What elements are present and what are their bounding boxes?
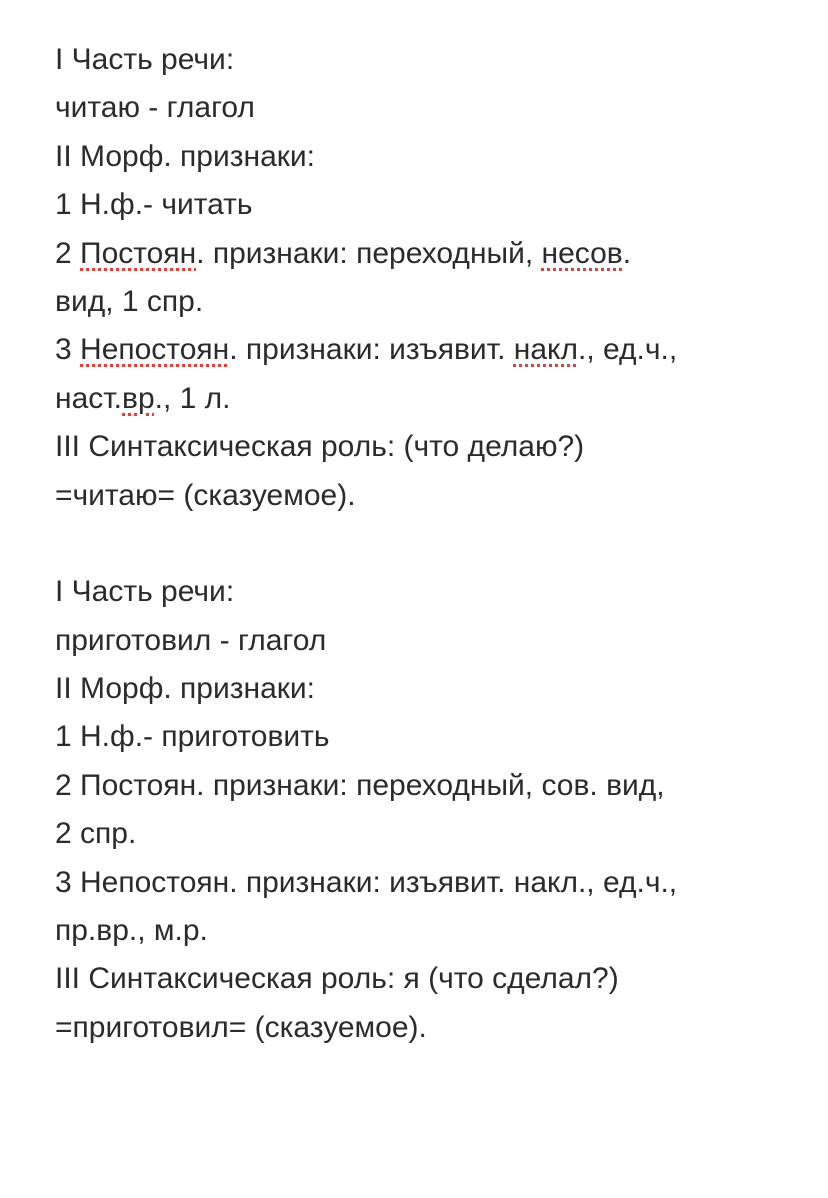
text-line — [55, 230, 795, 278]
text-fragment: ., ед.ч., — [577, 333, 678, 367]
text-line: 3 Непостоян. признаки: изъявит. накл., ед.ч., — [55, 865, 678, 899]
text-line: II Морф. признаки: — [55, 139, 315, 173]
text-line — [55, 375, 795, 423]
text-fragment: . — [622, 236, 632, 270]
text-line: I Часть речи: — [55, 575, 235, 609]
text-line: приготовил - глагол — [55, 623, 327, 657]
text-fragment: . признаки: изъявит. — [229, 333, 514, 367]
misspelled-word[interactable]: накл — [513, 333, 578, 367]
text-line: 1 Н.ф.- читать — [55, 188, 253, 222]
misspelled-word[interactable]: Постоян — [80, 236, 197, 270]
text-fragment: . признаки: переходный, — [196, 236, 542, 270]
text-line: пр.вр., м.р. — [55, 914, 208, 948]
text-line: 2 Постоян. признаки: переходный, сов. вид, — [55, 768, 665, 802]
text-line: I Часть речи: — [55, 43, 235, 76]
note-body[interactable] — [55, 36, 795, 1052]
text-line: =приготовил= (сказуемое). — [55, 1010, 427, 1044]
text-line: вид, 1 спр. — [55, 284, 204, 318]
text-line — [55, 326, 795, 374]
text-fragment: 2 — [55, 236, 81, 270]
text-line: 1 Н.ф.- приготовить — [55, 720, 330, 754]
text-line: III Синтаксическая роль: (что делаю?) — [55, 430, 585, 464]
misspelled-word[interactable]: несов — [541, 236, 623, 270]
blank-line — [55, 520, 795, 568]
text-line: III Синтаксическая роль: я (что сделал?) — [55, 962, 619, 996]
text-fragment: ., 1 л. — [154, 381, 231, 415]
text-line: читаю - глагол — [55, 91, 255, 125]
misspelled-word[interactable]: Непостоян — [80, 333, 230, 367]
text-fragment: наст. — [55, 381, 123, 415]
misspelled-word[interactable]: вр — [122, 381, 155, 415]
text-fragment: 3 — [55, 333, 81, 367]
text-line: II Морф. признаки: — [55, 672, 315, 706]
text-line: =читаю= (сказуемое). — [55, 478, 356, 512]
text-line: 2 спр. — [55, 817, 137, 851]
